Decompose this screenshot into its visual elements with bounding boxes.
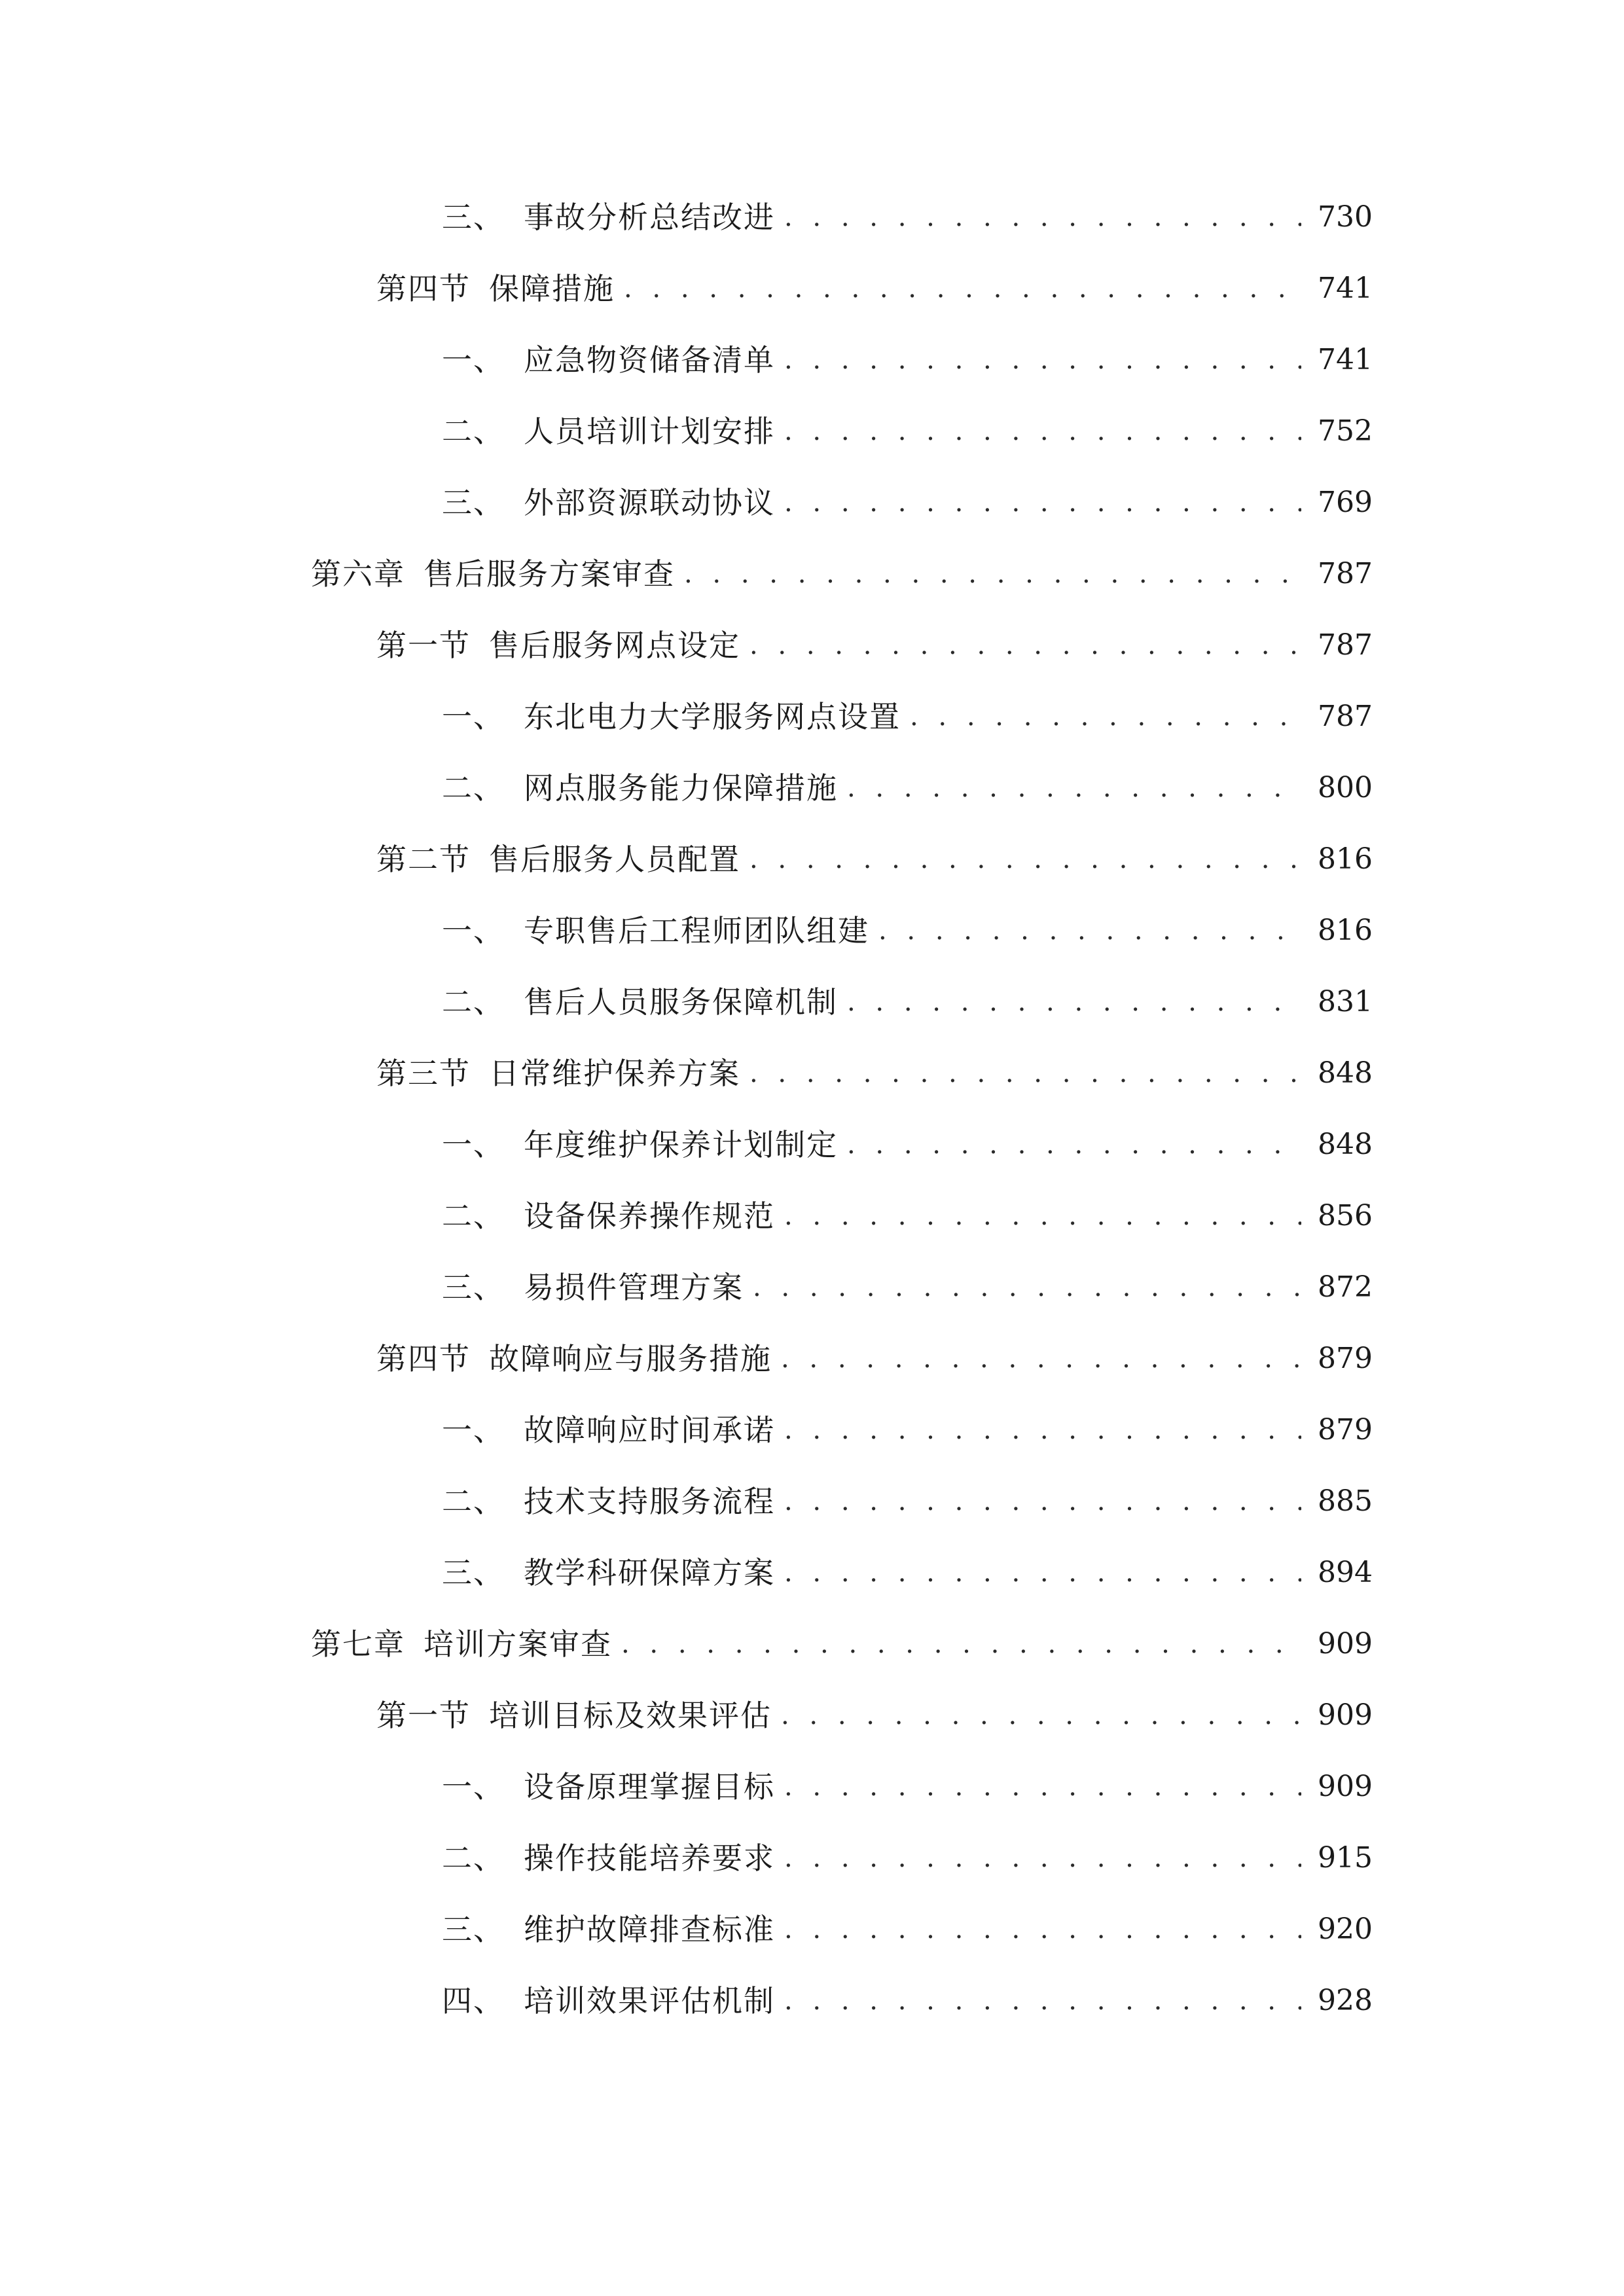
toc-entry-title: 保障措施	[489, 271, 615, 306]
toc-entry[interactable]	[442, 1261, 1373, 1314]
toc-entry-page: 909	[1318, 1770, 1373, 1803]
toc-entry-number: 三、	[442, 1270, 505, 1305]
toc-entry-title: 东北电力大学服务网点设置	[524, 699, 901, 734]
toc-entry-title: 售后服务网点设定	[489, 628, 740, 663]
toc-entry-page: 848	[1318, 1056, 1373, 1090]
toc-entry[interactable]	[442, 976, 1373, 1028]
dot-leader	[784, 1761, 1301, 1813]
toc-entry-number: 一、	[442, 342, 505, 378]
toc-entry-number: 二、	[442, 414, 505, 449]
toc-entry-title: 设备原理掌握目标	[524, 1769, 775, 1804]
toc-entry-page: 816	[1318, 914, 1373, 947]
toc-entry-number: 第二节	[376, 842, 471, 877]
dot-leader	[749, 833, 1301, 886]
toc-entry-page: 816	[1318, 842, 1373, 876]
toc-entry-number: 第四节	[376, 271, 471, 306]
toc-entry[interactable]	[376, 1047, 1373, 1100]
toc-entry-title: 事故分析总结改进	[524, 200, 775, 235]
toc-entry[interactable]	[442, 691, 1373, 743]
toc-entry-page: 752	[1318, 414, 1373, 448]
toc-entry-title: 维护故障排查标准	[524, 1912, 775, 1947]
toc-entry[interactable]	[442, 1404, 1373, 1456]
toc-entry-page: 872	[1318, 1270, 1373, 1304]
dot-leader	[753, 1261, 1301, 1314]
toc-entry-number: 一、	[442, 699, 505, 734]
toc-entry[interactable]	[442, 762, 1373, 814]
toc-entry-title: 日常维护保养方案	[489, 1056, 740, 1091]
toc-entry-number: 第一节	[376, 1698, 471, 1733]
toc-entry-title: 年度维护保养计划制定	[524, 1127, 838, 1162]
toc-entry[interactable]	[442, 476, 1373, 529]
toc-entry-number: 第七章	[311, 1626, 405, 1662]
toc-entry-number: 四、	[442, 1983, 505, 2018]
dot-leader	[784, 191, 1301, 243]
toc-entry-title: 售后服务方案审查	[424, 556, 675, 592]
toc-entry-number: 第四节	[376, 1341, 471, 1376]
toc-entry[interactable]	[442, 1475, 1373, 1528]
toc-entry-number: 三、	[442, 485, 505, 520]
dot-leader	[784, 1547, 1301, 1599]
toc-entry-number: 二、	[442, 1840, 505, 1876]
toc-entry-title: 培训方案审查	[424, 1626, 612, 1662]
toc-entry-page: 879	[1318, 1413, 1373, 1446]
toc-entry-page: 741	[1318, 272, 1373, 305]
toc-entry-page: 831	[1318, 985, 1373, 1018]
toc-entry[interactable]	[311, 1618, 1373, 1670]
dot-leader	[684, 548, 1301, 600]
toc-entry-page: 894	[1318, 1556, 1373, 1589]
toc-entry-title: 人员培训计划安排	[524, 414, 775, 449]
toc-entry-title: 培训目标及效果评估	[489, 1698, 772, 1733]
toc-entry-number: 一、	[442, 1127, 505, 1162]
toc-entry-page: 848	[1318, 1128, 1373, 1161]
toc-entry[interactable]	[442, 1190, 1373, 1242]
toc-entry-page: 915	[1318, 1841, 1373, 1874]
toc-entry[interactable]	[442, 405, 1373, 457]
toc-entry-title: 售后人员服务保障机制	[524, 984, 838, 1020]
toc-entry-page: 787	[1318, 557, 1373, 590]
dot-leader	[784, 405, 1301, 457]
toc-entry-number: 二、	[442, 770, 505, 806]
dot-leader	[784, 1190, 1301, 1242]
toc-entry[interactable]	[442, 1975, 1373, 2027]
toc-entry-number: 第一节	[376, 628, 471, 663]
dot-leader	[621, 1618, 1301, 1670]
toc-entry[interactable]	[376, 262, 1373, 315]
toc-entry-title: 外部资源联动协议	[524, 485, 775, 520]
toc-entry-page: 856	[1318, 1199, 1373, 1232]
toc-entry-number: 三、	[442, 1912, 505, 1947]
toc-entry-title: 教学科研保障方案	[524, 1555, 775, 1590]
dot-leader	[878, 905, 1301, 957]
toc-entry-title: 操作技能培养要求	[524, 1840, 775, 1876]
dot-leader	[781, 1333, 1301, 1385]
toc-entry-title: 技术支持服务流程	[524, 1484, 775, 1519]
toc-entry-number: 二、	[442, 984, 505, 1020]
toc-entry-number: 第三节	[376, 1056, 471, 1091]
toc-entry-page: 879	[1318, 1342, 1373, 1375]
toc-entry-page: 885	[1318, 1484, 1373, 1518]
dot-leader	[784, 476, 1301, 529]
toc-entry-page: 909	[1318, 1698, 1373, 1732]
dot-leader	[624, 262, 1301, 315]
toc-entry-title: 售后服务人员配置	[489, 842, 740, 877]
dot-leader	[781, 1689, 1301, 1742]
toc-entry-number: 二、	[442, 1484, 505, 1519]
toc-entry-title: 应急物资储备清单	[524, 342, 775, 378]
toc-entry-title: 故障响应时间承诺	[524, 1412, 775, 1448]
dot-leader	[784, 1475, 1301, 1528]
toc-entry-page: 769	[1318, 486, 1373, 519]
toc-entry[interactable]	[442, 1903, 1373, 1956]
dot-leader	[784, 1903, 1301, 1956]
dot-leader	[910, 691, 1301, 743]
toc-entry[interactable]	[442, 1119, 1373, 1171]
toc-entry-page: 787	[1318, 700, 1373, 733]
dot-leader	[784, 334, 1301, 386]
toc-entry[interactable]	[442, 1832, 1373, 1884]
toc-entry-number: 一、	[442, 1412, 505, 1448]
toc-entry[interactable]	[442, 334, 1373, 386]
dot-leader	[784, 1975, 1301, 2027]
toc-entry-page: 928	[1318, 1984, 1373, 2017]
toc-entry[interactable]	[442, 1547, 1373, 1599]
toc-entry-page: 909	[1318, 1627, 1373, 1660]
toc-entry[interactable]	[442, 1761, 1373, 1813]
toc-entry-title: 网点服务能力保障措施	[524, 770, 838, 806]
toc-entry-page: 800	[1318, 771, 1373, 804]
dot-leader	[749, 1047, 1301, 1100]
toc-entry-title: 专职售后工程师团队组建	[524, 913, 869, 948]
toc-entry-number: 第六章	[311, 556, 405, 592]
dot-leader	[749, 619, 1301, 672]
dot-leader	[847, 762, 1301, 814]
toc-entry-number: 一、	[442, 913, 505, 948]
dot-leader	[847, 976, 1301, 1028]
toc-entry-page: 741	[1318, 343, 1373, 376]
toc-entry-number: 二、	[442, 1198, 505, 1234]
toc-entry[interactable]	[376, 1689, 1373, 1742]
toc-entry-number: 三、	[442, 200, 505, 235]
dot-leader	[847, 1119, 1301, 1171]
toc-entry-number: 一、	[442, 1769, 505, 1804]
toc-entry-title: 易损件管理方案	[524, 1270, 744, 1305]
toc-entry[interactable]	[376, 833, 1373, 886]
toc-entry[interactable]	[442, 191, 1373, 243]
toc-entry-title: 设备保养操作规范	[524, 1198, 775, 1234]
toc-entry-title: 故障响应与服务措施	[489, 1341, 772, 1376]
toc-entry[interactable]	[376, 619, 1373, 672]
dot-leader	[784, 1404, 1301, 1456]
toc-entry-number: 三、	[442, 1555, 505, 1590]
toc-entry-page: 787	[1318, 628, 1373, 662]
toc-entry[interactable]	[376, 1333, 1373, 1385]
toc-entry-page: 920	[1318, 1912, 1373, 1946]
toc-entry[interactable]	[311, 548, 1373, 600]
dot-leader	[784, 1832, 1301, 1884]
toc-entry[interactable]	[442, 905, 1373, 957]
toc-entry-title: 培训效果评估机制	[524, 1983, 775, 2018]
toc-entry-page: 730	[1318, 200, 1373, 234]
